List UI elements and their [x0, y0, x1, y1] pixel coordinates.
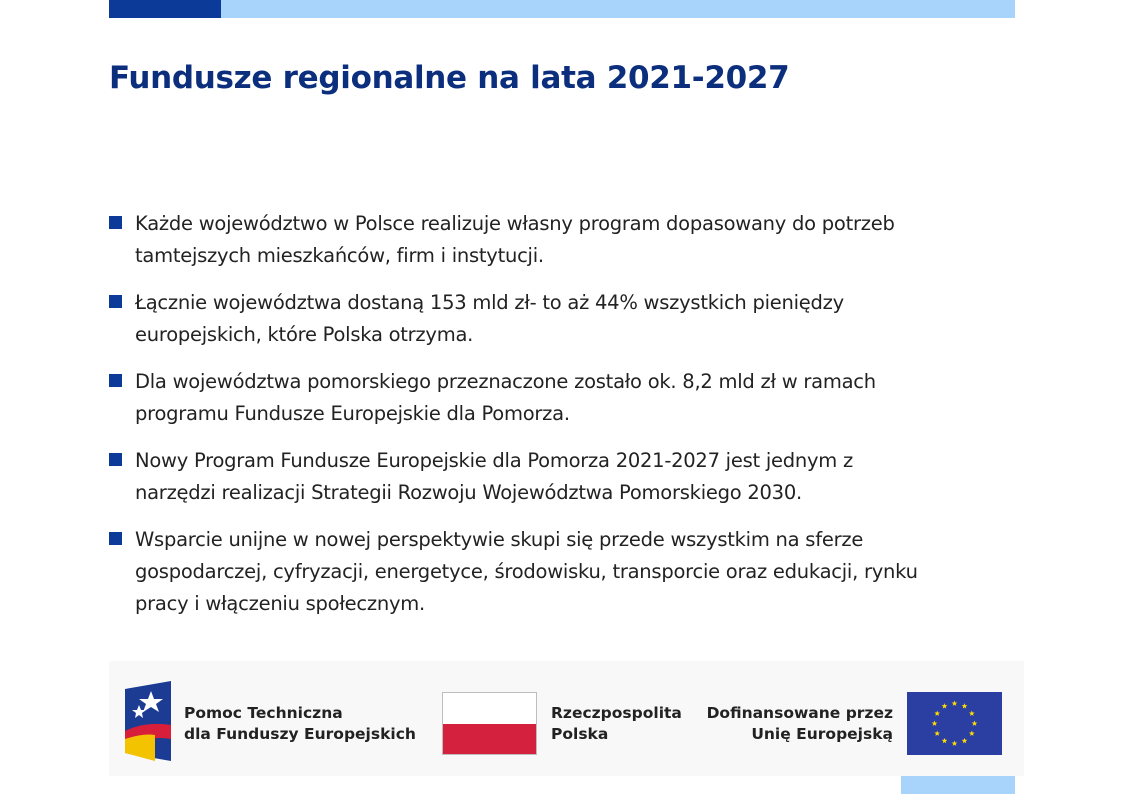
- footer-logo-strip: [109, 661, 1024, 776]
- bullet-text-line: europejskich, które Polska otrzyma.: [135, 323, 474, 346]
- bullet-text-line: gospodarczej, cyfryzacji, energetyce, środowisku, transporcie oraz edukacji, rynku: [135, 560, 918, 583]
- square-bullet-icon: [109, 532, 122, 545]
- bullet-text-line: Łącznie województwa dostaną 153 mld zł- to aż 44% wszystkich pieniędzy: [135, 291, 844, 314]
- fe-logo-line: Pomoc Techniczna: [184, 704, 343, 722]
- fundusze-europejskie-logo-icon: [125, 681, 171, 761]
- top-accent-bar-light: [221, 0, 1015, 18]
- bullet-item: [109, 524, 1009, 620]
- bullet-text-line: pracy i włączeniu społecznym.: [135, 592, 425, 615]
- bullet-text-line: Każde województwo w Polsce realizuje własny program dopasowany do potrzeb: [135, 212, 895, 235]
- bullet-text-line: programu Fundusze Europejskie dla Pomorza.: [135, 402, 570, 425]
- bottom-accent-bar: [901, 776, 1015, 794]
- bullet-list: [109, 208, 1009, 635]
- bullet-text-line: narzędzi realizacji Strategii Rozwoju Województwa Pomorskiego 2030.: [135, 481, 802, 504]
- bullet-item: [109, 287, 1009, 351]
- eu-caption: [707, 703, 893, 745]
- pl-caption-line: Polska: [551, 725, 609, 743]
- bullet-text-line: Wsparcie unijne w nowej perspektywie skupi się przede wszystkim na sferze: [135, 528, 864, 551]
- fe-logo-line: dla Funduszy Europejskich: [184, 725, 416, 743]
- pl-caption-line: Rzeczpospolita: [551, 704, 682, 722]
- poland-flag-icon: [442, 692, 537, 755]
- bullet-text-line: tamtejszych mieszkańców, firm i instytucji.: [135, 244, 544, 267]
- pl-caption: [551, 703, 682, 745]
- square-bullet-icon: [109, 453, 122, 466]
- square-bullet-icon: [109, 216, 122, 229]
- bullet-item: [109, 208, 1009, 272]
- fe-logo-caption: [184, 703, 416, 745]
- bullet-item: [109, 445, 1009, 509]
- square-bullet-icon: [109, 374, 122, 387]
- eu-flag-icon: [907, 692, 1002, 755]
- page-title: Fundusze regionalne na lata 2021-2027: [109, 60, 790, 96]
- bullet-text-line: Dla województwa pomorskiego przeznaczone zostało ok. 8,2 mld zł w ramach: [135, 370, 876, 393]
- eu-caption-line: Dofinansowane przez: [706, 704, 893, 722]
- top-accent-bar-dark: [109, 0, 221, 18]
- square-bullet-icon: [109, 295, 122, 308]
- bullet-text-line: Nowy Program Fundusze Europejskie dla Pomorza 2021-2027 jest jednym z: [135, 449, 853, 472]
- bullet-item: [109, 366, 1009, 430]
- eu-caption-line: Unię Europejską: [751, 725, 893, 743]
